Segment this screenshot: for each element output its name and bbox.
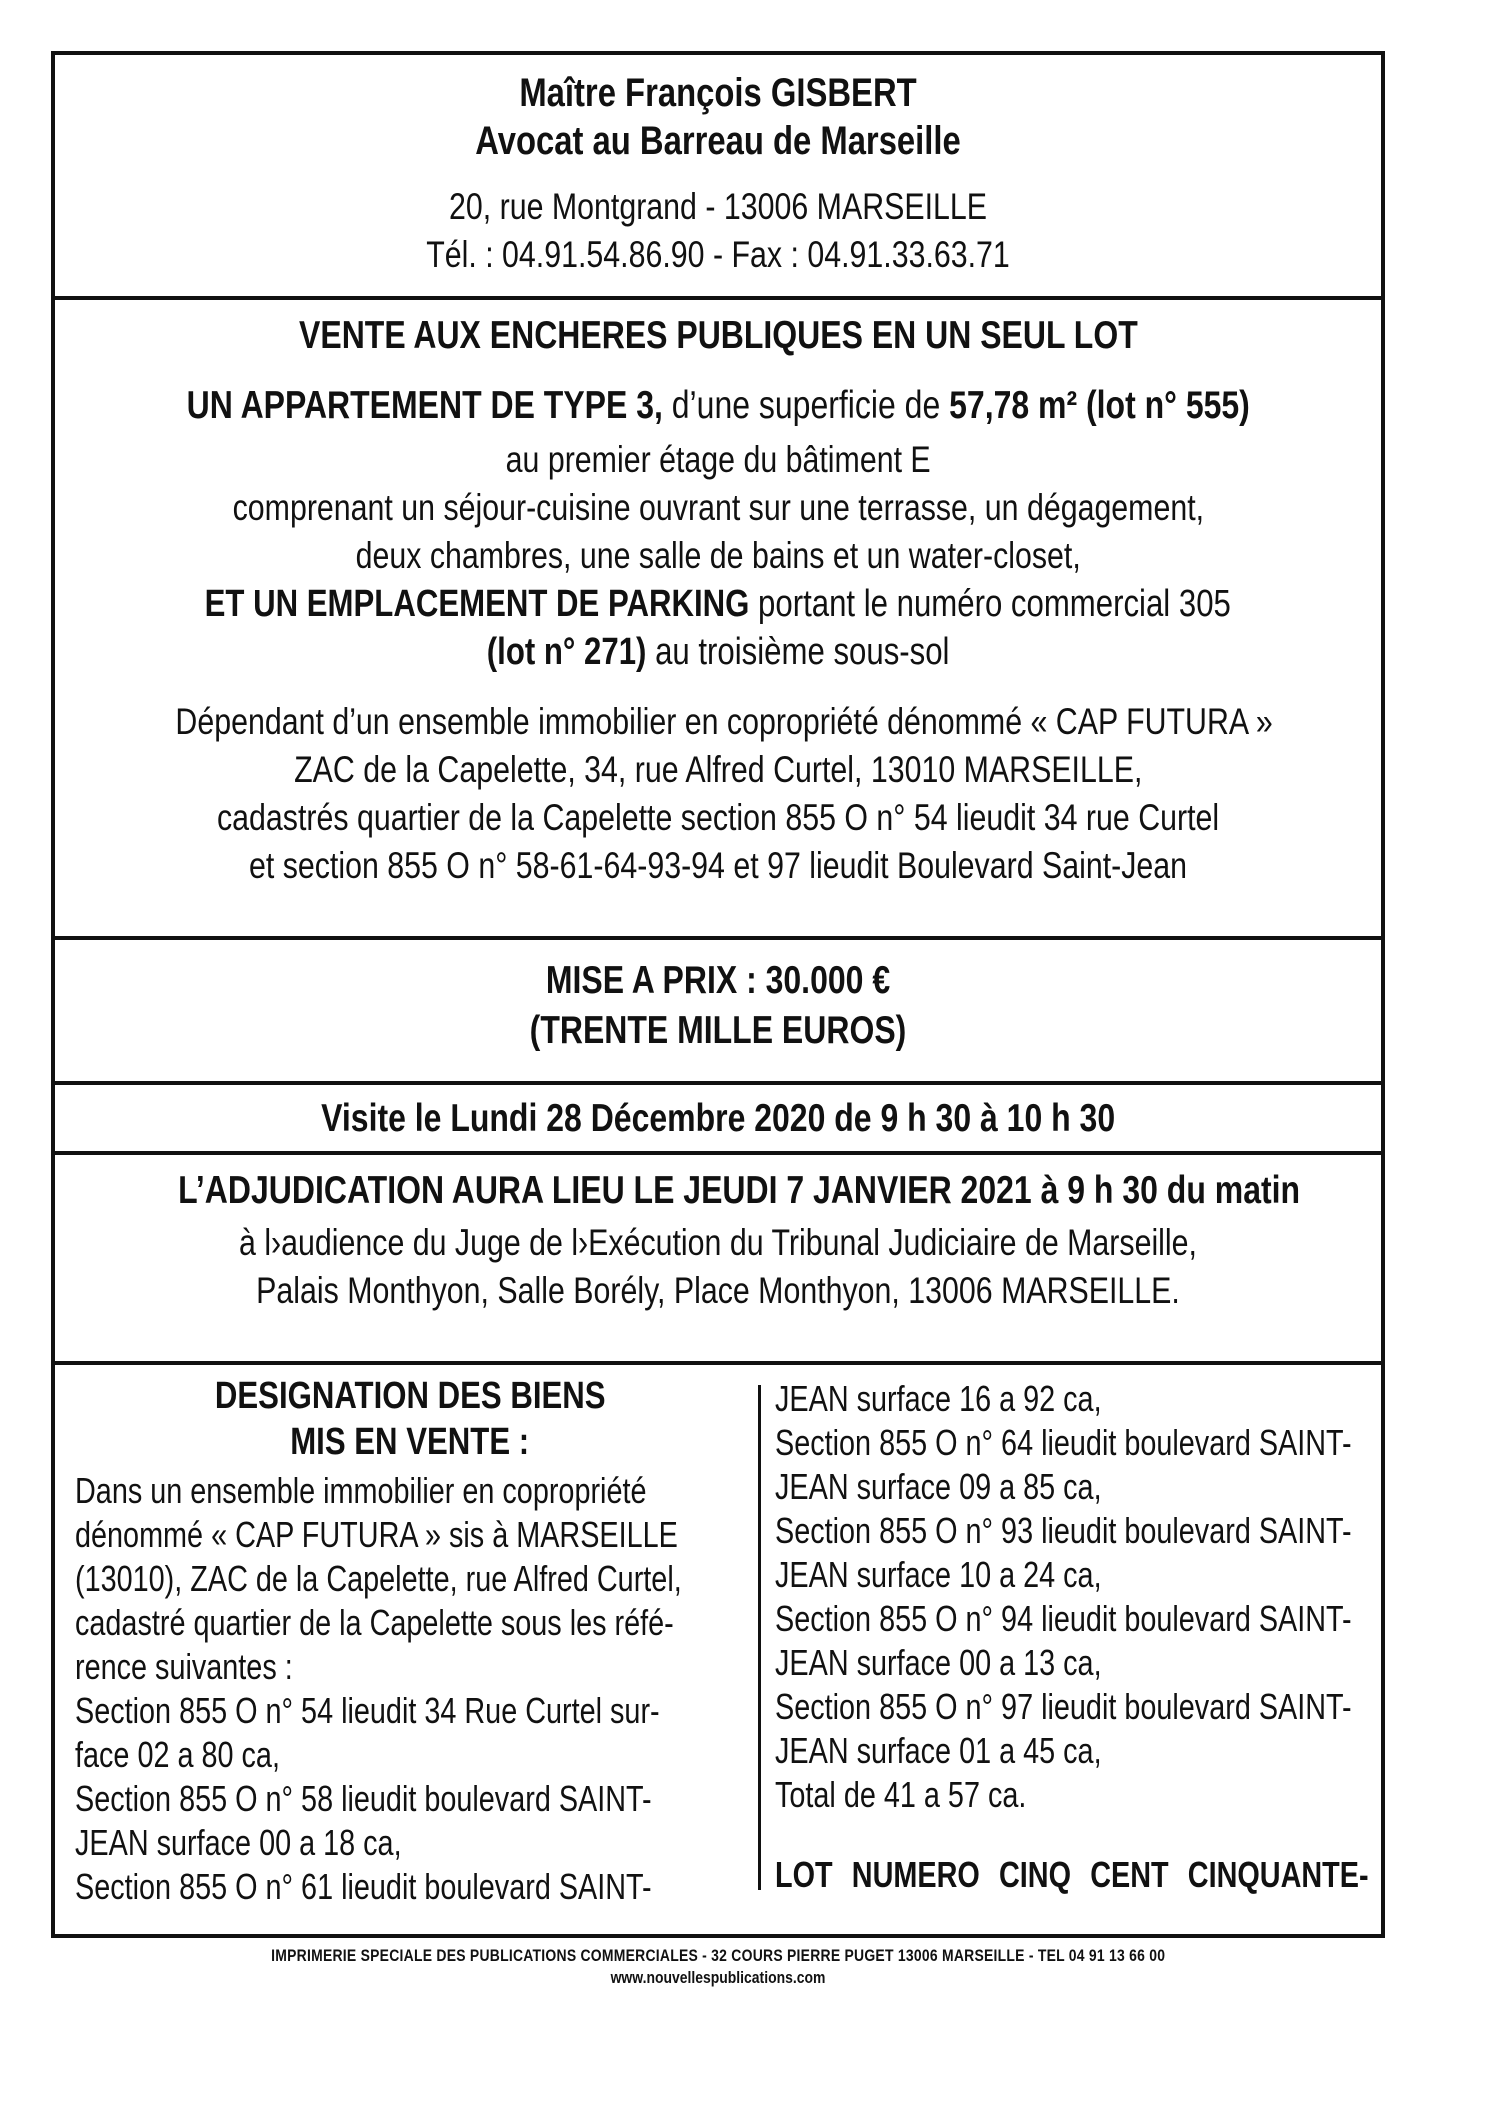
sale-line-7: Dépendant d’un ensemble immobilier en copropriété dénommé « CAP FUTURA » [175,701,1273,742]
column-divider [758,1385,761,1890]
designation-left-line: face 02 a 80 ca, [75,1734,280,1775]
adjudication-place: Palais Monthyon, Salle Borély, Place Monthyon, 13006 MARSEILLE. [256,1270,1180,1311]
designation-right-line: JEAN surface 01 a 45 ca, [775,1730,1102,1771]
designation-right-line: JEAN surface 10 a 24 ca, [775,1554,1102,1595]
designation-right-line: JEAN surface 16 a 92 ca, [775,1378,1102,1419]
adjudication-court: à l›audience du Juge de l›Exécution du Tribunal Judiciaire de Marseille, [239,1222,1197,1263]
visit-text: Visite le Lundi 28 Décembre 2020 de 9 h 30 à 10 h 30 [321,1097,1115,1140]
designation-left-line: (13010), ZAC de la Capelette, rue Alfred Curtel, [75,1558,682,1599]
sale-line-6: (lot n° 271) au troisième sous-sol [486,631,950,673]
printer-website: www.nouvellespublications.com [610,1968,826,1987]
sale-heading: VENTE AUX ENCHERES PUBLIQUES EN UN SEUL LOT [298,314,1138,357]
sale-line-9: cadastrés quartier de la Capelette section 855 O n° 54 lieudit 34 rue Curtel [216,797,1220,838]
adjudication-info [55,1155,1381,1365]
notice-frame [51,51,1385,1938]
lawyer-header [55,55,1381,300]
designation-heading-1: DESIGNATION DES BIENS [214,1375,606,1417]
designation-right-line: Section 855 O n° 97 lieudit boulevard SAINT- [775,1686,1352,1727]
sale-line-8: ZAC de la Capelette, 34, rue Alfred Curtel, 13010 MARSEILLE, [293,749,1143,790]
price-amount: MISE A PRIX : 30.000 € [545,959,891,1002]
designation-section [55,1365,1381,1920]
sale-line-1: UN APPARTEMENT DE TYPE 3, d’une superficie de 57,78 m² (lot n° 555) [186,384,1250,427]
designation-left-line: cadastré quartier de la Capelette sous les réfé- [75,1602,674,1643]
sale-line-10: et section 855 O n° 58-61-64-93-94 et 97 lieudit Boulevard Saint-Jean [248,845,1188,886]
designation-heading-2: MIS EN VENTE : [290,1421,530,1463]
designation-left-line: Dans un ensemble immobilier en copropriété [75,1470,647,1511]
sale-line-5: ET UN EMPLACEMENT DE PARKING portant le numéro commercial 305 [204,583,1232,625]
sale-description [55,300,1381,940]
designation-left-line: Section 855 O n° 58 lieudit boulevard SAINT- [75,1778,652,1819]
designation-left-line: Section 855 O n° 54 lieudit 34 Rue Curtel sur- [75,1690,660,1731]
lawyer-name: Maître François GISBERT [519,71,917,115]
starting-price [55,940,1381,1085]
sale-line-3: comprenant un séjour-cuisine ouvrant sur une terrasse, un dégagement, [232,487,1204,528]
designation-left-line: rence suivantes : [75,1646,293,1687]
lot-number-line: LOT NUMERO CINQ CENT CINQUANTE- [775,1854,1369,1895]
designation-right-line: Section 855 O n° 64 lieudit boulevard SAINT- [775,1422,1352,1463]
printer-footer [51,1938,1385,2008]
designation-right-column [775,1365,1375,1920]
designation-right-line: Section 855 O n° 94 lieudit boulevard SAINT- [775,1598,1352,1639]
sale-line-4: deux chambres, une salle de bains et un water-closet, [355,535,1081,576]
lawyer-title: Avocat au Barreau de Marseille [475,119,961,163]
designation-right-line: Section 855 O n° 93 lieudit boulevard SAINT- [775,1510,1352,1551]
designation-left-column [75,1365,745,1920]
designation-right-line: JEAN surface 09 a 85 ca, [775,1466,1102,1507]
designation-left-line: JEAN surface 00 a 18 ca, [75,1822,402,1863]
designation-left-line: Section 855 O n° 61 lieudit boulevard SAINT- [75,1866,652,1907]
lawyer-contact: Tél. : 04.91.54.86.90 - Fax : 04.91.33.63.71 [426,234,1010,275]
printer-info: IMPRIMERIE SPECIALE DES PUBLICATIONS COMMERCIALES - 32 COURS PIERRE PUGET 13006 MARSEILLE - TEL 04 91 13 66 00 [270,1946,1166,1965]
designation-right-line: Total de 41 a 57 ca. [775,1774,1027,1815]
lawyer-address: 20, rue Montgrand - 13006 MARSEILLE [448,186,987,227]
price-words: (TRENTE MILLE EUROS) [529,1009,907,1052]
sale-line-2: au premier étage du bâtiment E [505,439,931,480]
visit-info [55,1085,1381,1155]
adjudication-date: L’ADJUDICATION AURA LIEU LE JEUDI 7 JANVIER 2021 à 9 h 30 du matin [178,1169,1301,1212]
designation-right-line: JEAN surface 00 a 13 ca, [775,1642,1102,1683]
designation-left-line: dénommé « CAP FUTURA » sis à MARSEILLE [75,1514,678,1555]
